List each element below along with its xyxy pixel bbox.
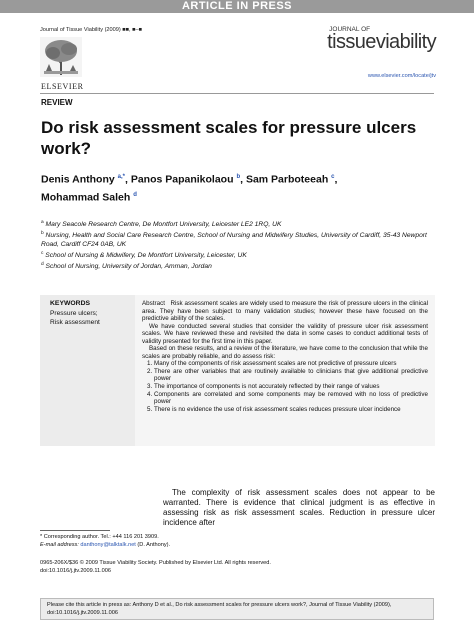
- abstract-findings-list: [142, 360, 428, 413]
- author-name: Panos Papanikolaou: [130, 173, 234, 186]
- author-affiliation-link[interactable]: d: [133, 191, 137, 198]
- abstract: [142, 300, 428, 413]
- list-item: 1. Many of the components of risk assessment scales are not predictive of pressure ulcers: [154, 360, 428, 368]
- journal-logo: [327, 26, 436, 51]
- abstract-paragraph: Based on these results, and a review of the literature, we have come to the conclusion that while the scales are probably reliable, and do assess risk:: [142, 345, 428, 360]
- keyword-item: Pressure ulcers;: [50, 310, 98, 317]
- affiliation-text: Mary Seacole Research Centre, De Montfort University, Leicester LE2 1RQ, UK: [45, 221, 282, 229]
- email-note: [40, 542, 170, 549]
- footnote-divider: [40, 530, 110, 531]
- email-label: E-mail address:: [40, 542, 79, 548]
- journal-logo-small: JOURNAL OF: [329, 26, 371, 33]
- author-list: Denis Anthony $^{a,*}$, Panos Papanikolaou $^b$, Sam Parboteeah $^c$, Mohammad Saleh $^d$: [41, 173, 338, 203]
- corresponding-author-note: * Corresponding author. Tel.: +44 116 201 3909.: [40, 534, 159, 540]
- list-item: 3. The importance of components is not accurately reflected by their range of values: [154, 383, 428, 391]
- email-suffix: (D. Anthony).: [137, 542, 171, 548]
- author-name: Sam Parboteeah: [245, 173, 329, 186]
- body-text: [163, 488, 435, 528]
- abstract-paragraph: Risk assessment scales are widely used to measure the risk of pressure ulcers in the clinical area. They have been subject to many validation studies; however these have focused on the predictive ability of the scales.: [142, 300, 428, 323]
- copyright-line: 0965-206X/$36 © 2009 Tissue Viability Society. Published by Elsevier Ltd. All rights reserved.: [40, 560, 271, 566]
- body-paragraph: The complexity of risk assessment scales does not appear to be warranted. There is evidence that clinical judgment is as effective in assessing risk as risk assessment scales. Reduction in pressure ulcer incidence after: [163, 488, 435, 527]
- keywords-panel: [40, 295, 135, 446]
- affiliation-marker: a: [41, 220, 44, 225]
- email-link[interactable]: danthony@talktalk.net: [80, 542, 136, 548]
- affiliation-marker: b: [41, 230, 44, 236]
- citation-box: Please cite this article in press as: Anthony D et al., Do risk assessment scales for pressure ulcers work?, Journal of Tissue Viability (2009), doi:10.1016/j.jtv.2009.11.006: [40, 598, 434, 620]
- abstract-label: Abstract: [142, 300, 165, 307]
- affiliation-marker: d: [41, 261, 44, 267]
- journal-url-link[interactable]: www.elsevier.com/locate/jtv: [367, 73, 436, 79]
- journal-reference: Journal of Tissue Viability (2009) ■■, ■–■: [40, 27, 143, 33]
- section-label: REVIEW: [41, 98, 73, 107]
- affiliation-marker: c: [41, 250, 44, 256]
- list-item: 5. There is no evidence the use of risk assessment scales reduces pressure ulcer incidence: [154, 406, 428, 414]
- doi-line: doi:10.1016/j.jtv.2009.11.006: [40, 568, 112, 574]
- list-item: 2. There are other variables that are routinely available to clinicians that give additional predictive power: [154, 368, 428, 383]
- author-name: Denis Anthony: [41, 173, 115, 186]
- elsevier-tree-logo-icon: [40, 37, 82, 77]
- affiliation-text: School of Nursing, University of Jordan, Amman, Jordan: [45, 262, 212, 270]
- affiliation-text: School of Nursing & Midwifery, De Montfort University, Leicester, UK: [45, 251, 247, 259]
- author-affiliation-link[interactable]: b: [236, 174, 241, 180]
- author-affiliation-link[interactable]: a,*: [117, 174, 125, 180]
- affiliation-item: [41, 219, 441, 230]
- affiliations: [41, 219, 441, 271]
- affiliation-item: [41, 261, 441, 272]
- journal-logo-title: tissueviability: [327, 31, 436, 53]
- list-item: 4. Components are correlated and some components may be removed with no loss of predictive power: [154, 391, 428, 406]
- article-title: Do risk assessment scales for pressure ulcers work?: [41, 118, 417, 158]
- author-name: Mohammad Saleh: [41, 191, 131, 203]
- affiliation-text: Nursing, Health and Social Care Research Centre, School of Nursing and Midwifery Studies, University of Cardiff, 35-43 Newport Road, Cardiff CF24 0AB, UK: [41, 232, 427, 248]
- keyword-item: Risk assessment: [50, 319, 100, 326]
- affiliation-item: [41, 250, 441, 261]
- header-divider: [40, 93, 434, 94]
- keywords-heading: KEYWORDS: [50, 300, 91, 307]
- affiliation-item: [41, 230, 441, 250]
- abstract-paragraph: We have conducted several studies that consider the validity of pressure ulcer risk assessment scales. We have reviewed these and revisited the data in some cases to conduct additional tests of validity presented for the first time in this paper.: [142, 322, 428, 345]
- publisher-name: ELSEVIER: [41, 82, 84, 91]
- author-affiliation-link[interactable]: c: [331, 174, 335, 180]
- article-in-press-banner: ARTICLE IN PRESS: [0, 0, 474, 13]
